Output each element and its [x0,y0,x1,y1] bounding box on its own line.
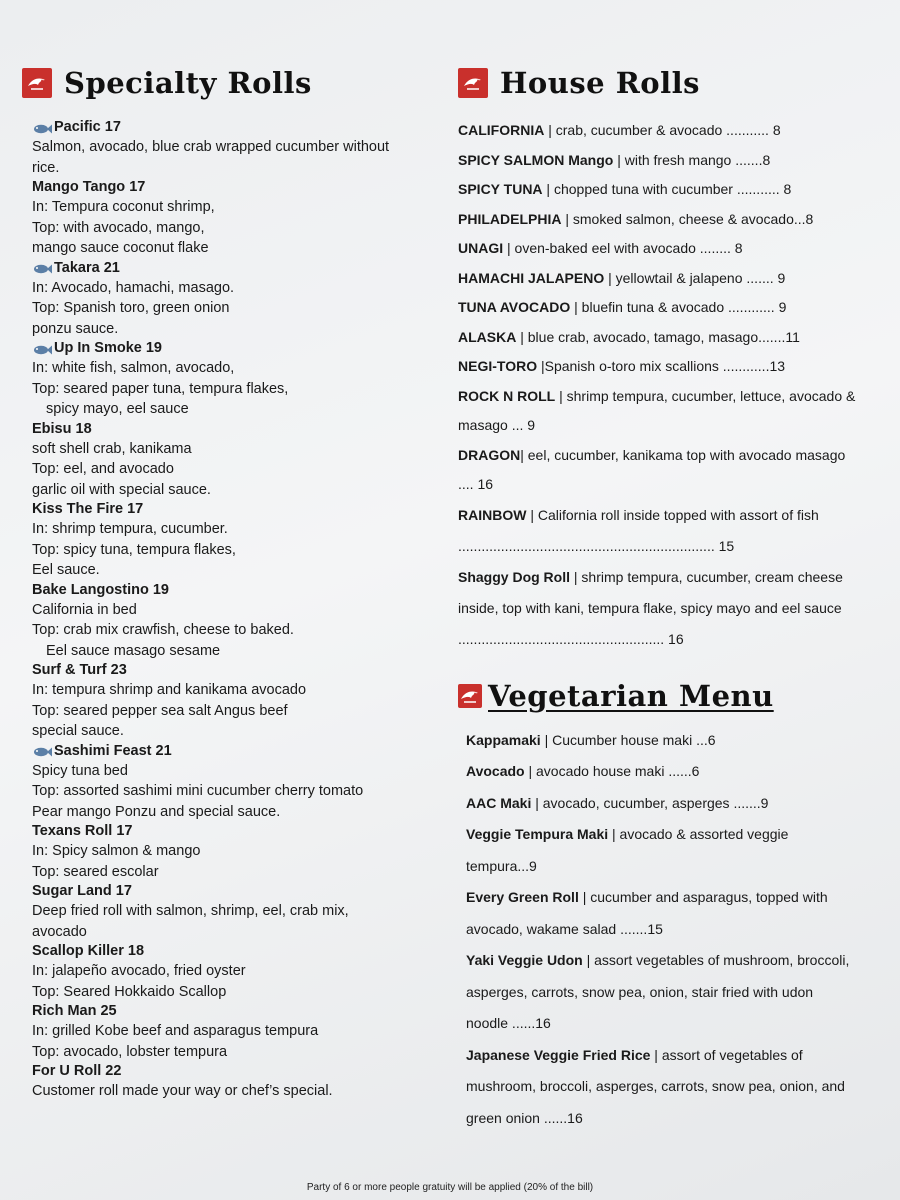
specialty-roll-name-text: Pacific 17 [54,119,121,135]
specialty-roll-name-text: Scallop Killer 18 [32,943,145,959]
specialty-roll-item [32,259,442,340]
vegetarian-menu-list [458,725,858,1135]
house-roll-item [458,205,858,235]
specialty-roll-name-text: Up In Smoke 19 [54,340,162,356]
specialty-roll-description: In: tempura shrimp and kanikama avocado [32,682,307,698]
house-roll-item [458,441,858,500]
vegetarian-item-description: | cucumber and asparagus, topped with avocado, wakame salad .......15 [466,889,828,937]
specialty-roll-description: Top: Seared Hokkaido Scallop [32,983,227,1000]
specialty-roll-name [32,822,442,841]
fish-icon [32,745,52,757]
house-roll-description: | oven-baked eel with avocado ........ 8 [503,240,743,256]
specialty-roll-item [32,742,442,823]
specialty-roll-description: In: white fish, salmon, avocado, [32,360,235,376]
specialty-roll-description: Top: spicy tuna, tempura flakes, [32,541,236,558]
specialty-roll-description: Top: eel, and avocado [32,461,174,477]
specialty-roll-description: Top: crab mix crawfish, cheese to baked. [32,622,294,638]
vegetarian-item [466,756,858,788]
vegetarian-item [466,819,858,882]
house-roll-description: | yellowtail & jalapeno ....... 9 [604,269,786,286]
specialty-roll-name [32,500,442,519]
house-roll-item [458,352,858,382]
house-roll-description: | chopped tuna with cucumber ........... 8 [542,181,792,197]
specialty-rolls-list [22,118,442,1102]
specialty-roll-name-text: Ebisu 18 [32,420,92,437]
vegetarian-item-name: Veggie Tempura Maki [466,826,609,842]
specialty-roll-name-text: For U Roll 22 [32,1063,122,1079]
vegetarian-item-description: | avocado & assorted veggie tempura...9 [466,826,789,874]
specialty-roll-description: spicy mayo, eel sauce [46,401,189,417]
house-roll-item [458,382,858,441]
specialty-roll-description: Top: Spanish toro, green onion [32,300,230,316]
vegetarian-item-description: | assort vegetables of mushroom, broccoli, asperges, carrots, snow pea, onion, stair fried with udon noodle ......16 [466,952,850,1031]
house-roll-description: | shrimp tempura, cucumber, cream cheese inside, top with kani, tempura flake, spicy mayo and eel sauce ..................................................... 16 [458,568,843,647]
specialty-roll-description: Top: avocado, lobster tempura [32,1043,228,1060]
house-roll-name: NEGI-TORO [458,358,538,374]
house-roll-name: UNAGI [458,240,504,256]
house-rolls-header [458,62,858,104]
specialty-roll-description: Eel sauce masago sesame [46,642,221,659]
specialty-roll-name-text: Sugar Land 17 [32,883,132,899]
specialty-roll-item [32,339,442,420]
fish-icon [32,343,52,355]
house-roll-description: | smoked salmon, cheese & avocado...8 [561,210,814,227]
vegetarian-item [466,882,858,945]
specialty-roll-name [32,339,442,358]
vegetarian-item-name: AAC Maki [466,794,532,811]
specialty-rolls-header [22,62,442,104]
house-roll-name: DRAGON [458,446,521,463]
house-roll-item [458,175,858,205]
vegetarian-item-name: Japanese Veggie Fried Rice [466,1046,651,1063]
house-roll-name: HAMACHI JALAPENO [458,269,605,286]
house-roll-description: | with fresh mango .......8 [613,151,771,168]
specialty-roll-description: Top: assorted sashimi mini cucumber cherry tomato [32,783,364,799]
specialty-roll-description: Top: seared escolar [32,863,159,880]
specialty-roll-description: Top: with avocado, mango, [32,219,205,236]
specialty-roll-description: In: shrimp tempura, cucumber. [32,521,228,537]
vegetarian-item-name: Every Green Roll [466,889,579,905]
specialty-roll-description: special sauce. [32,723,124,739]
right-column [458,62,858,1134]
house-roll-description: | shrimp tempura, cucumber, lettuce, avocado & masago ... 9 [458,387,856,433]
specialty-roll-description: ponzu sauce. [32,320,119,337]
vegetarian-item-name: Avocado [466,763,525,779]
house-roll-item [458,293,858,323]
fish-icon [32,122,52,134]
specialty-roll-item [32,500,442,581]
specialty-rolls-column [22,62,442,1102]
koi-logo-icon [458,68,488,98]
house-roll-name: TUNA AVOCADO [458,299,571,315]
house-roll-name: CALIFORNIA [458,122,545,138]
specialty-roll-name-text: Sashimi Feast 21 [54,742,172,759]
specialty-roll-name-text: Kiss The Fire 17 [32,501,144,517]
specialty-rolls-title: Specialty Rolls [64,66,312,100]
house-roll-name: SPICY SALMON Mango [458,151,614,168]
house-roll-item [458,146,858,176]
house-roll-description: | crab, cucumber & avocado ........... 8 [544,122,781,138]
specialty-roll-description: In: Spicy salmon & mango [32,843,201,859]
vegetarian-menu-header [458,675,858,717]
vegetarian-item-description: | avocado house maki ......6 [524,763,700,779]
house-roll-description: |Spanish o-toro mix scallions ............13 [537,358,786,374]
specialty-roll-description: Salmon, avocado, blue crab wrapped cucumber without [32,139,390,155]
specialty-roll-name [32,1002,442,1021]
specialty-roll-name [32,178,442,197]
specialty-roll-description: In: jalapeño avocado, fried oyster [32,963,246,979]
specialty-roll-item [32,822,442,882]
specialty-roll-item [32,942,442,1002]
house-roll-description: | eel, cucumber, kanikama top with avocado masago .... 16 [458,446,846,492]
specialty-roll-description: Pear mango Ponzu and special sauce. [32,803,281,820]
specialty-roll-description: In: Tempura coconut shrimp, [32,199,215,215]
vegetarian-menu-title: Vegetarian Menu [488,678,774,713]
specialty-roll-name [32,661,442,680]
house-roll-description: | California roll inside topped with assort of fish .................................................................. 15 [458,506,819,554]
vegetarian-item-description: | avocado, cucumber, asperges .......9 [531,794,769,811]
specialty-roll-description: In: grilled Kobe beef and asparagus tempura [32,1023,319,1039]
specialty-roll-name-text: Rich Man 25 [32,1003,117,1019]
specialty-roll-description: rice. [32,159,60,176]
specialty-roll-description: soft shell crab, kanikama [32,440,192,457]
fish-icon [32,262,52,274]
house-roll-name: Shaggy Dog Roll [458,568,570,585]
specialty-roll-description: Top: seared pepper sea salt Angus beef [32,702,288,719]
specialty-roll-item [32,882,442,942]
house-roll-name: RAINBOW [458,506,527,523]
house-roll-item [458,323,858,353]
house-roll-item [458,264,858,294]
specialty-roll-description: Eel sauce. [32,562,100,578]
house-roll-name: SPICY TUNA [458,181,543,197]
specialty-roll-item [32,661,442,742]
house-roll-name: ROCK N ROLL [458,387,556,404]
specialty-roll-name-text: Takara 21 [54,259,120,276]
koi-logo-icon [458,684,482,708]
house-rolls-title: House Rolls [500,66,701,100]
specialty-roll-description: Top: seared paper tuna, tempura flakes, [32,380,289,397]
specialty-roll-name [32,581,442,600]
house-roll-item [458,562,858,655]
specialty-roll-description: mango sauce coconut flake [32,240,209,256]
house-roll-description: | blue crab, avocado, tamago, masago.......11 [516,328,800,345]
specialty-roll-name-text: Texans Roll 17 [32,823,133,839]
specialty-roll-description: garlic oil with special sauce. [32,481,211,498]
house-roll-item [458,116,858,146]
gratuity-note: Party of 6 or more people gratuity will be applied (20% of the bill) [306,1182,594,1193]
house-roll-item [458,234,858,264]
specialty-roll-name [32,942,442,961]
house-roll-item [458,500,858,562]
vegetarian-item-description: | Cucumber house maki ...6 [540,731,716,748]
vegetarian-item [466,725,858,757]
specialty-roll-item [32,178,442,259]
specialty-roll-name [32,742,442,761]
vegetarian-item [466,945,858,1040]
specialty-roll-name [32,118,442,137]
vegetarian-item [466,1040,858,1135]
house-roll-name: ALASKA [458,328,517,345]
koi-logo-icon [22,68,52,98]
house-rolls-list [458,116,858,655]
house-roll-name: PHILADELPHIA [458,210,562,227]
specialty-roll-name-text: Surf & Turf 23 [32,662,127,678]
vegetarian-item-description: | assort of vegetables of mushroom, broccoli, asperges, carrots, snow pea, onion, and green onion ......16 [466,1046,845,1126]
specialty-roll-description: In: Avocado, hamachi, masago. [32,279,235,296]
vegetarian-item-name: Yaki Veggie Udon [466,952,583,968]
vegetarian-item [466,788,858,820]
specialty-roll-item [32,581,442,662]
specialty-roll-name [32,1062,442,1081]
specialty-roll-name [32,882,442,901]
specialty-roll-name [32,259,442,278]
specialty-roll-description: Deep fried roll with salmon, shrimp, eel, crab mix, [32,903,349,919]
specialty-roll-description: avocado [32,923,87,940]
specialty-roll-item [32,420,442,501]
specialty-roll-name [32,420,442,439]
specialty-roll-item [32,118,442,178]
specialty-roll-description: California in bed [32,601,137,618]
vegetarian-item-name: Kappamaki [466,731,541,748]
specialty-roll-item [32,1062,442,1102]
house-roll-description: | bluefin tuna & avocado ............ 9 [570,299,787,315]
specialty-roll-item [32,1002,442,1062]
specialty-roll-name-text: Mango Tango 17 [32,179,146,195]
specialty-roll-description: Customer roll made your way or chef’s special. [32,1083,333,1099]
specialty-roll-description: Spicy tuna bed [32,762,128,779]
specialty-roll-name-text: Bake Langostino 19 [32,581,169,598]
